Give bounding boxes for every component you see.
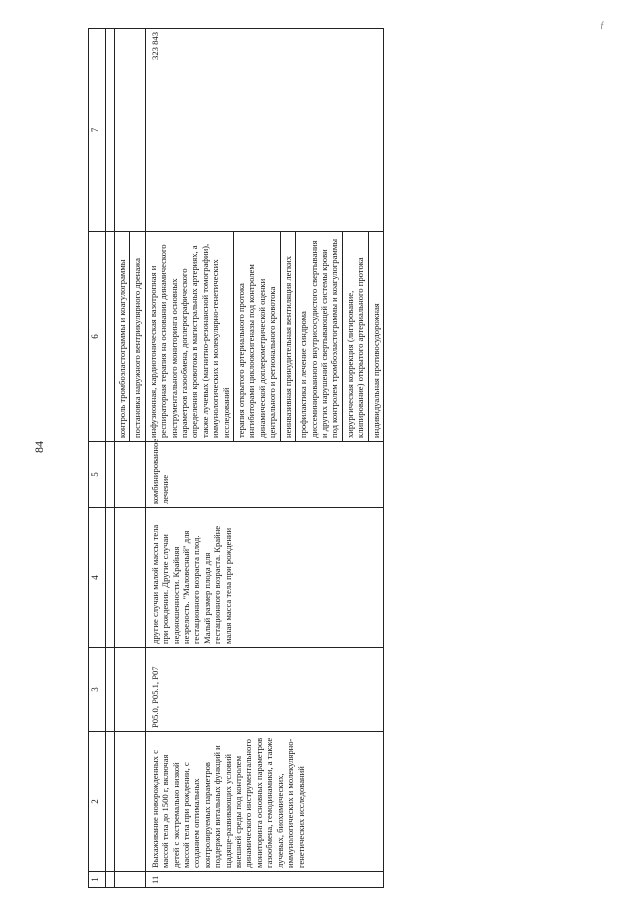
method-item: неинвазивная принудительная вентиляция легких: [281, 232, 296, 441]
corner-mark: ƒ: [600, 20, 605, 30]
column-number-row: [89, 29, 106, 888]
prev-method-item: постановка наружного вентрикулярного дренажа: [132, 258, 143, 438]
method-item: хирургическая коррекция (лигирование, клипирование) открытого артериального протока: [343, 232, 369, 441]
col-header-3: 3: [89, 648, 106, 732]
col-header-6: 6: [89, 232, 106, 442]
col-header-2: 2: [89, 732, 106, 872]
row-patient-model: другие случаи малой массы тела при рождении. Другие случаи недоношенности. Крайняя незрелость. "Маловесный" для гестационного возраста плод. Малый размер плода для гестационного возраста. Крайне малая масса тела при рождении: [145, 508, 383, 648]
row-description: Выхаживание новорожденных с массой тела до 1500 г, включая детей с экстремально низкой массой тела при рождении, с созданием оптимальных контролируемых параметров поддержки витальных функций и щадяще-развивающих условий внешней среды под контролем динамического инструментального мониторинга основных параметров газообмена, гемодинамики, а также лучевых, биохимических, иммунологических и молекулярно-генетических исследований: [145, 732, 383, 872]
row-number: 11: [145, 872, 383, 888]
method-item: терапия открытого артериального протока ингибиторами циклооксигеназы под контролем динамической доплерометрической оценки центрального и регионального кровотока: [234, 232, 281, 441]
methods-cell: [145, 232, 383, 442]
prev-methods-cell: [115, 232, 146, 442]
col-header-5: 5: [89, 442, 106, 508]
method-item: индивидуальная противосудорожная: [370, 303, 381, 438]
prev-method-item: контроль тромбоэластограммы и коагулограммы: [115, 232, 130, 441]
table-row: [145, 29, 383, 888]
procedures-table: [88, 28, 384, 888]
rotated-table-wrapper: [88, 28, 598, 888]
method-item: профилактика и лечение синдрома диссеминированного внутрисосудистого свертывания и других нарушений свертывающей системы крови под контролем тромбоэластограммы и коагулограммы: [296, 232, 343, 441]
page-number: 84: [32, 441, 46, 453]
prev-row-continuation: [115, 29, 146, 888]
row-icd-codes: P05.0, P05.1, P07: [145, 648, 383, 732]
row-treatment-type: комбинированное лечение: [145, 442, 383, 508]
separator-row: [106, 29, 115, 888]
col-header-7: 7: [89, 29, 106, 232]
col-header-1: 1: [89, 872, 106, 888]
method-item: инфузионная, кардиотоническая вазотропная и респираторная терапия на основании динамического инструментального мониторинга основных параметров газообмена, доплерографического определения кровотока в магистральных артериях, а также лучевых (магнитно-резонансной томографии), иммунологических и молекулярно-генетических исследований: [146, 232, 234, 441]
row-cost: 323 843: [145, 29, 383, 232]
col-header-4: 4: [89, 508, 106, 648]
